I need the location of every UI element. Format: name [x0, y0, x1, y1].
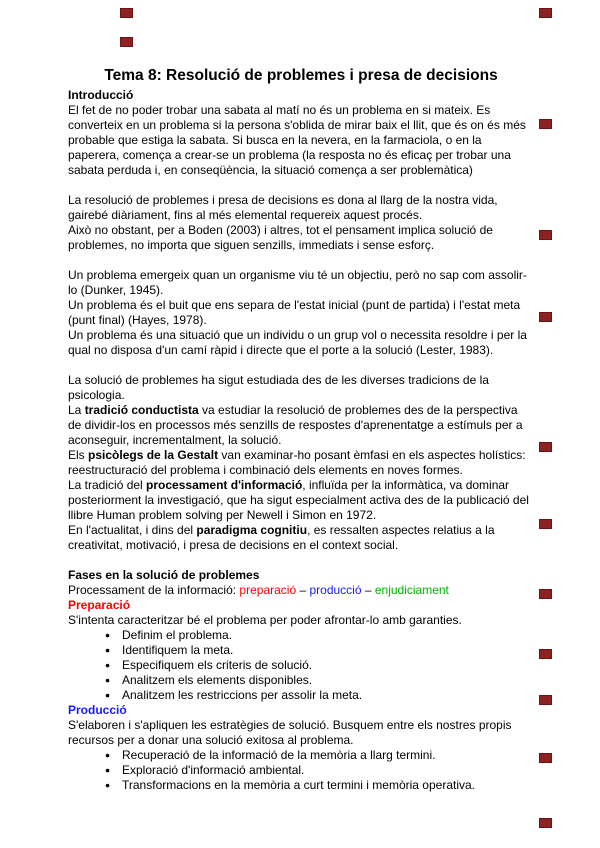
red-marker: [539, 695, 552, 705]
paragraph-shoe-example: [68, 103, 534, 178]
red-marker: [539, 312, 552, 322]
page-title: Tema 8: Resolució de problemes i presa de decisions: [104, 67, 498, 84]
list-item: [68, 778, 534, 793]
preparacio-intro: S'intenta caracteritzar bé el problema per poder afrontar-lo amb garanties.: [68, 613, 462, 627]
term-enjudiciament: enjudiciament: [374, 583, 449, 597]
separator-dash: –: [296, 583, 310, 597]
red-marker: [120, 8, 133, 18]
paragraph-text: La tradició conductista va estudiar la resolució de problemes des de la perspectiva de dividir-los en processos més senzills de respostes d'aprenentatge a estímuls per a aconseguir, incrementalment, la solució.: [68, 403, 523, 447]
red-marker: [539, 753, 552, 763]
heading-introduccio: Introducció: [68, 88, 134, 102]
paragraph-text: Això no obstant, per a Boden (2003) i altres, tot el pensament implica solució de problemes, no importa que siguen senzills, immediats i sense esforç.: [68, 223, 493, 252]
list-item-text: Recuperació de la informació de la memòria a llarg termini.: [122, 748, 436, 762]
paragraph-text: Un problema és el buit que ens separa de l'estat inicial (punt de partida) i l'estat meta (punt final) (Hayes, 1978).: [68, 298, 521, 327]
list-item: [68, 643, 534, 658]
list-item-text: Exploració d'informació ambiental.: [122, 763, 305, 777]
bold-term-gestalt: psicòlegs de la Gestalt: [88, 448, 219, 462]
list-item-text: Identifiquem la meta.: [122, 643, 234, 657]
paragraph-text: El fet de no poder trobar una sabata al matí no és un problema en si mateix. Es converteix en un problema si la persona s'oblida de mirar baix el llit, que és on és més probable que estiga la sabata. Si busca en la nevera, en la farmaciola, o en la paperera, comença a crear-se un problema (la resposta no és eficaç per trobar una sabata perduda i, en conseqüència, la situació comença a ser problemàtica): [68, 103, 526, 177]
term-preparacio: preparació: [239, 583, 297, 597]
bold-term-paradigma: paradigma cognitiu: [196, 523, 308, 537]
bullet-icon: ●: [105, 780, 111, 790]
bullet-icon: ●: [105, 630, 111, 640]
red-marker: [539, 230, 552, 240]
red-marker: [539, 818, 552, 828]
document-content: [68, 66, 534, 793]
bold-term-conductista: tradició conductista: [84, 403, 199, 417]
paragraph-text: La resolució de problemes i presa de decisions es dona al llarg de la nostra vida, gairebé diàriament, fins al més elemental requereix aquest procés.: [68, 193, 498, 222]
separator-dash: –: [361, 583, 375, 597]
produccio-bullet-list: [68, 748, 534, 793]
list-item-text: Analitzem els elements disponibles.: [122, 673, 313, 687]
list-item: [68, 763, 534, 778]
paragraph-text: Un problema és una situació que un individu o un grup vol o necessita resoldre i per la qual no disposa d'un camí ràpid i directe que el porte a la solució (Lester, 1983).: [68, 328, 527, 357]
produccio-intro: S'elaboren i s'apliquen les estratègies de solució. Busquem entre els nostres propis recursos per a donar una solució exitosa al problema.: [68, 718, 512, 747]
list-item-text: Analitzem les restriccions per assolir la meta.: [122, 688, 363, 702]
list-item: [68, 628, 534, 643]
red-marker: [539, 8, 552, 18]
paragraph-text: La tradició del processament d'informació, influïda per la informàtica, va dominar posteriorment la investigació, que ha sigut especialment activa des de la publicació del llibre Human problem solving per Newell i Simon en 1972.: [68, 478, 529, 522]
paragraph-definitions: [68, 268, 534, 358]
red-marker: [539, 519, 552, 529]
list-item: [68, 673, 534, 688]
red-marker: [539, 442, 552, 452]
red-marker: [539, 119, 552, 129]
bullet-icon: ●: [105, 750, 111, 760]
bullet-icon: ●: [105, 675, 111, 685]
red-marker: [120, 37, 133, 47]
subheading-preparacio: Preparació: [68, 598, 131, 612]
bold-term-processament: processament d'informació: [146, 478, 303, 492]
list-item: [68, 688, 534, 703]
subheading-produccio: Producció: [68, 703, 127, 717]
term-produccio: producció: [309, 583, 362, 597]
red-marker: [539, 649, 552, 659]
paragraph-tradicions: [68, 373, 534, 553]
bullet-icon: ●: [105, 690, 111, 700]
paragraph-text: En l'actualitat, i dins del paradigma cognitiu, es ressalten aspectes relatius a la creativitat, motivació, i presa de decisions en el context social.: [68, 523, 495, 552]
process-label: Processament de la informació:: [68, 583, 240, 597]
paragraph-text: La solució de problemes ha sigut estudiada des de les diverses tradicions de la psicologia.: [68, 373, 489, 402]
heading-fases: Fases en la solució de problemes: [68, 568, 260, 582]
bullet-icon: ●: [105, 645, 111, 655]
process-sequence-line: [68, 583, 534, 598]
list-item: [68, 658, 534, 673]
preparacio-bullet-list: [68, 628, 534, 703]
list-item: [68, 748, 534, 763]
list-item-text: Especifiquem els criteris de solució.: [122, 658, 313, 672]
list-item-text: Definim el problema.: [122, 628, 233, 642]
paragraph-text: Els psicòlegs de la Gestalt van examinar-ho posant èmfasi en els aspectes holístics: reestructuració del problema i combinació dels elements en noves formes.: [68, 448, 526, 477]
bullet-icon: ●: [105, 660, 111, 670]
paragraph-text: Un problema emergeix quan un organisme viu té un objectiu, però no sap com assolir-lo (Dunker, 1945).: [68, 268, 527, 297]
bullet-icon: ●: [105, 765, 111, 775]
red-marker: [539, 589, 552, 599]
list-item-text: Transformacions en la memòria a curt termini i memòria operativa.: [122, 778, 476, 792]
paragraph-daily-life: [68, 193, 534, 253]
